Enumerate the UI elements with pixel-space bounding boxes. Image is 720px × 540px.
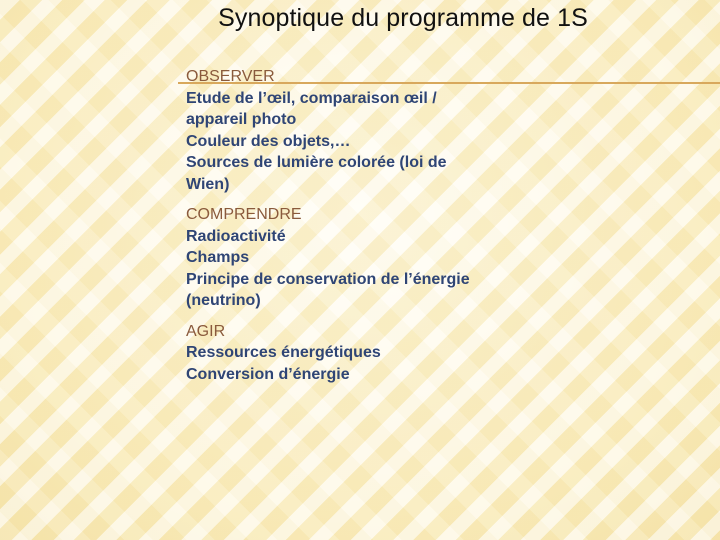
slide-title: Synoptique du programme de 1S xyxy=(218,4,588,32)
section-line: Conversion d’énergie xyxy=(186,365,350,383)
slide-content xyxy=(186,66,706,394)
section-heading: OBSERVER xyxy=(186,68,275,85)
section-observer xyxy=(186,66,706,195)
section-heading: COMPRENDRE xyxy=(186,206,302,223)
section-line: Radioactivité xyxy=(186,227,286,245)
section-heading: AGIR xyxy=(186,322,226,340)
section-line: Couleur des objets,… xyxy=(186,132,351,150)
section-line: Principe de conservation de l’énergie xyxy=(186,270,470,288)
section-line: (neutrino) xyxy=(186,292,261,309)
section-line: Ressources énergétiques xyxy=(186,344,381,361)
section-line: Champs xyxy=(186,249,250,266)
section-line: Etude de l’œil, comparaison œil / xyxy=(186,89,437,107)
section-comprendre xyxy=(186,204,706,312)
section-line: Sources de lumière colorée (loi de xyxy=(186,154,447,171)
section-agir xyxy=(186,321,706,386)
section-line: appareil photo xyxy=(186,111,297,128)
section-line: Wien) xyxy=(186,175,230,193)
